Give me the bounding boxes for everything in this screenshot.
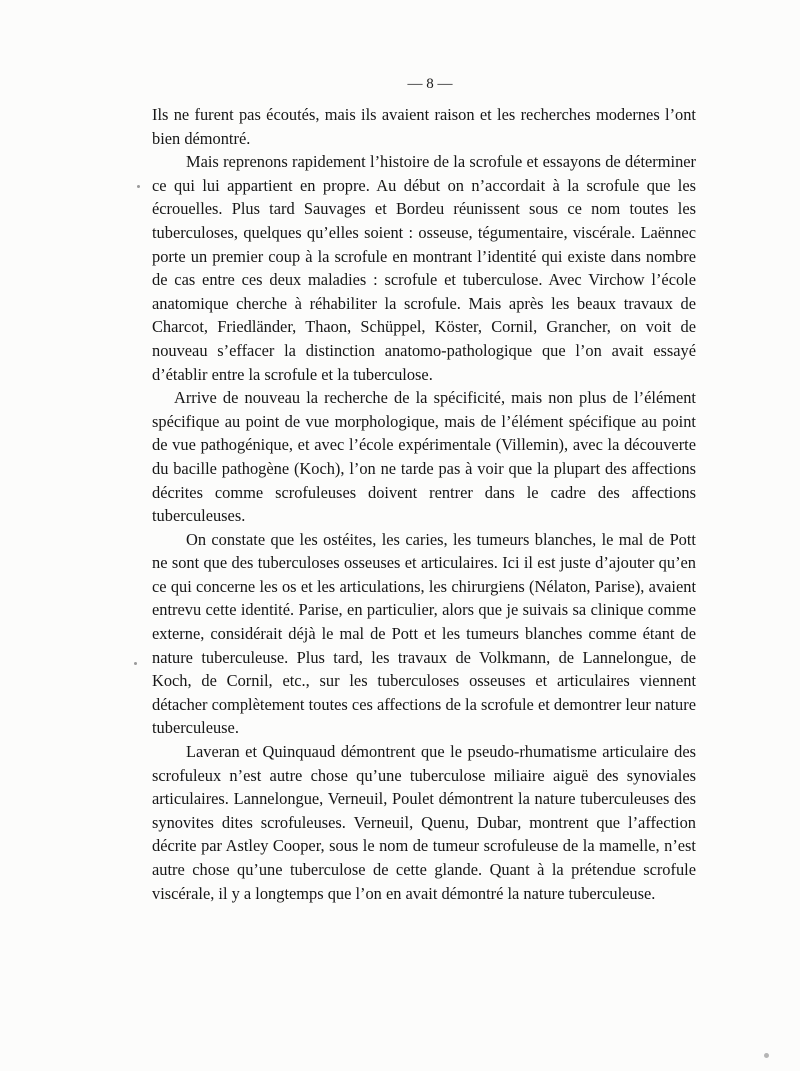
paragraph-3: Arrive de nouveau la recherche de la spécificité, mais non plus de l’élément spécifique au point de vue morphologique, mais de l’élément spécifique au point de vue pathogénique, et avec l’école expérimentale (Villemin), avec la découverte du bacille pathogène (Koch), l’on ne tarde pas à voir que la plupart des affections décrites comme scrofuleuses doivent rentrer dans le cadre des affections tuberculeuses. — [152, 388, 696, 526]
page-number: — 8 — — [407, 76, 453, 92]
paper-speck — [137, 185, 140, 188]
paragraph-5: Laveran et Quinquaud démontrent que le pseudo-rhumatisme articulaire des scrofuleux n’est autre chose qu’une tuberculose miliaire aiguë des synoviales articulaires. Lannelongue, Verneuil, Poulet démontrent la nature tuberculeuses des synovites dites scrofuleuses. Verneuil, Quenu, Dubar, montrent que l’affection décrite par Astley Cooper, sous le nom de tumeur scrofuleuse de la mamelle, n’est autre chose qu’une tuberculose de cette glande. Quant à la prétendue scrofule viscérale, il y a longtemps que l’on en avait démontré la nature tuberculeuse. — [152, 742, 696, 903]
paragraph-2: Mais reprenons rapidement l’histoire de la scrofule et essayons de déterminer ce qui lui appartient en propre. Au début on n’accordait à la scrofule que les écrouelles. Plus tard Sauvages et Bordeu réunissent sous ce nom toutes les tuberculoses, quelques qu’elles soient : osseuse, tégumentaire, viscérale. Laënnec porte un premier coup à la scrofule en montrant l’identité qui existe dans nombre de cas entre ces deux maladies : scrofule et tuberculose. Avec Virchow l’école anatomique cherche à réhabiliter la scrofule. Mais après les beaux travaux de Charcot, Friedländer, Thaon, Schüppel, Köster, Cornil, Grancher, on voit de nouveau s’effacer la distinction anatomo-pathologique que l’on avait essayé d’établir entre la scrofule et la tuberculose. — [152, 152, 696, 384]
paragraph-4: On constate que les ostéites, les caries, les tumeurs blanches, le mal de Pott ne sont que des tuberculoses osseuses et articulaires. Ici il est juste d’ajouter qu’en ce qui concerne les os et les articulations, les chirurgiens (Nélaton, Parise), avaient entrevu cette identité. Parise, en particulier, alors que je suivais sa clinique comme externe, considérait déjà le mal de Pott et les tumeurs blanches comme étant de nature tuberculeuse. Plus tard, les travaux de Volkmann, de Lannelongue, de Koch, de Cornil, etc., sur les tuberculoses osseuses et articulaires viennent détacher complètement toutes ces affections de la scrofule et demontrer leur nature tuberculeuse. — [152, 529, 696, 738]
paragraph-1: Ils ne furent pas écoutés, mais ils avaient raison et les recherches modernes l’ont bien démontré. — [152, 105, 696, 148]
body-text — [152, 103, 696, 905]
paper-speck — [764, 1053, 769, 1058]
paper-speck — [134, 662, 137, 665]
